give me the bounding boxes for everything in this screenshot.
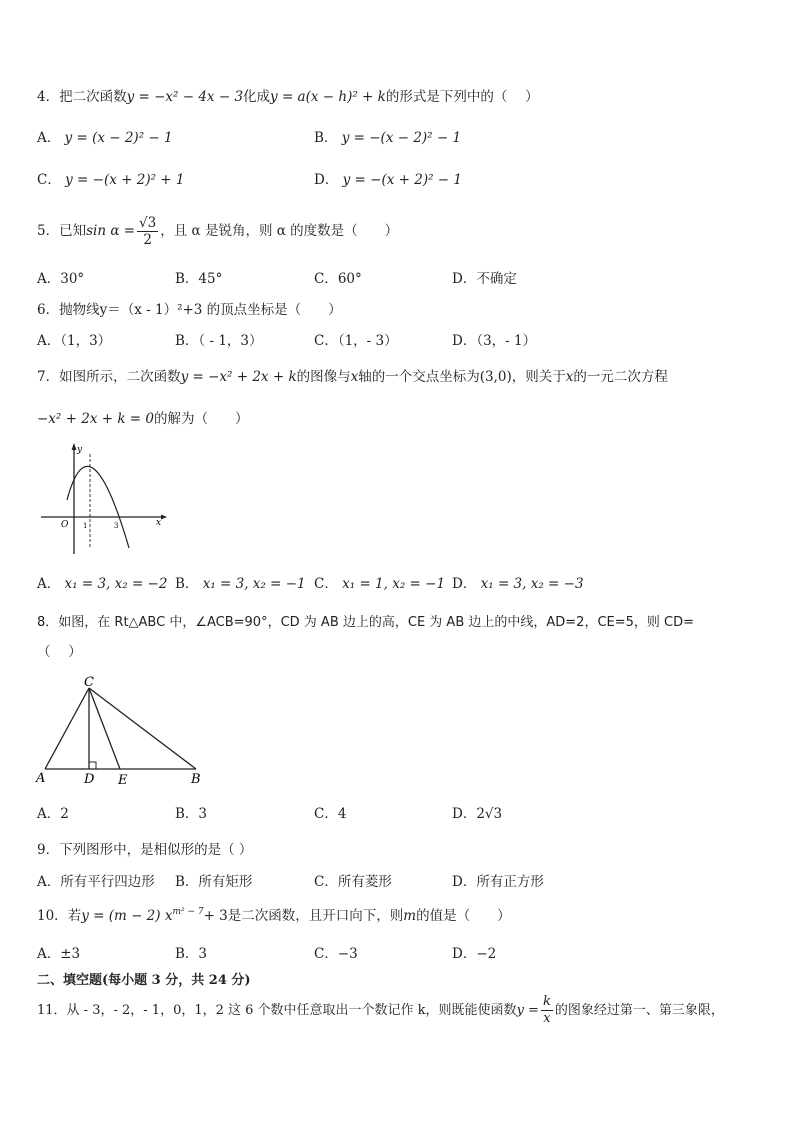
q4-option-d[interactable] <box>314 171 462 189</box>
q7-var-x: x <box>350 369 359 385</box>
q8-option-b[interactable] <box>175 805 207 823</box>
fraction-numerator: k <box>542 994 551 1009</box>
q10-option-b[interactable] <box>175 945 207 963</box>
q4-text-2: 化成 <box>243 89 271 105</box>
q5-option-a[interactable] <box>37 270 84 288</box>
segment-ac <box>45 688 89 769</box>
q11-text-1: 从 - 3，- 2，- 1，0，1，2 这 6 个数中任意取出一个数记作 k，则既能使函数 <box>66 1003 517 1018</box>
q7-option-d[interactable] <box>452 575 584 593</box>
option-expression: y = −(x + 2)² − 1 <box>342 172 462 188</box>
q9-option-c[interactable] <box>314 873 392 891</box>
q6-option-b[interactable] <box>175 332 263 350</box>
option-label: C． <box>314 271 338 287</box>
q7-parabola-graph <box>37 440 172 560</box>
option-label: C． <box>314 576 338 592</box>
option-text: 2 <box>60 806 69 822</box>
q7-stem-line-1 <box>37 368 668 386</box>
q7-text-2: 的图像与 <box>296 369 351 385</box>
option-expression: y = −(x − 2)² − 1 <box>341 130 462 146</box>
origin-label: O <box>61 520 69 530</box>
q7-equation: −x² + 2x + k = 0 <box>37 411 154 427</box>
q6-text: 抛物线y＝（x - 1）²+3 的顶点坐标是（ ） <box>59 302 342 318</box>
option-label: B． <box>175 333 199 349</box>
option-label: C． <box>37 172 61 188</box>
q4-function: y = −x² − 4x − 3 <box>126 89 244 105</box>
option-text: 所有平行四边形 <box>60 874 155 890</box>
q7-option-a[interactable] <box>37 575 167 593</box>
q7-text-1: 如图所示，二次函数 <box>59 369 181 385</box>
q11-text-2: 的图象经过第一、第三象限， <box>554 1003 724 1018</box>
option-label: C． <box>314 333 338 349</box>
q8-option-d[interactable] <box>452 805 502 823</box>
q4-text-1: 把二次函数 <box>59 89 127 105</box>
option-label: A． <box>37 333 61 349</box>
q10-function-base: y = (m − 2) x <box>81 908 173 924</box>
q5-option-b[interactable] <box>175 270 222 288</box>
label-b: B <box>191 772 201 787</box>
option-label: D． <box>452 333 477 349</box>
q9-stem <box>37 841 252 859</box>
fraction-numerator: √3 <box>139 215 157 231</box>
option-text: 3 <box>198 806 208 822</box>
q5-option-c[interactable] <box>314 270 362 288</box>
option-label: C． <box>314 946 338 962</box>
q5-fraction <box>137 215 158 248</box>
q10-option-a[interactable] <box>37 945 80 963</box>
option-label: D． <box>452 576 477 592</box>
option-label: C． <box>314 806 338 822</box>
option-text: 所有菱形 <box>337 874 392 890</box>
option-text: 所有矩形 <box>198 874 253 890</box>
q10-number: 10． <box>37 908 68 924</box>
q6-number: 6． <box>37 302 60 318</box>
q4-vertex-form: y = a(x − h)² + k <box>270 89 386 105</box>
section-2-title: 二、填空题(每小题 3 分，共 24 分) <box>37 973 251 988</box>
option-expression: x₁ = 3, x₂ = −2 <box>64 576 168 592</box>
q9-option-b[interactable] <box>175 873 252 891</box>
label-d: D <box>84 772 95 787</box>
q6-option-c[interactable] <box>314 332 398 350</box>
q7-option-c[interactable] <box>314 575 445 593</box>
q4-option-b[interactable] <box>314 129 461 147</box>
q7-text-7: 的一元二次方程 <box>573 369 668 385</box>
q11-number: 11． <box>37 1003 67 1018</box>
option-label: A． <box>37 946 61 962</box>
option-text: −2 <box>476 946 497 962</box>
option-text: 2√3 <box>476 806 503 822</box>
q4-number: 4． <box>37 89 60 105</box>
q7-function: y = −x² + 2x + k <box>180 369 297 385</box>
tick-label-3: 3 <box>114 522 119 530</box>
option-label: B． <box>175 806 199 822</box>
option-text: （3，- 1） <box>476 333 537 349</box>
q7-text-5: ，则关于 <box>511 369 566 385</box>
option-label: D． <box>452 271 477 287</box>
q11-stem <box>37 994 724 1028</box>
q11-fraction <box>541 994 553 1027</box>
q10-stem <box>37 907 511 925</box>
option-label: B． <box>175 874 199 890</box>
option-label: B． <box>314 130 338 146</box>
option-label: D． <box>452 806 477 822</box>
option-label: B． <box>175 271 199 287</box>
q10-text-3: 的值是（ ） <box>416 908 511 924</box>
q10-option-d[interactable] <box>452 945 496 963</box>
option-label: A． <box>37 130 61 146</box>
q10-option-c[interactable] <box>314 945 358 963</box>
q8-stem <box>37 614 694 632</box>
option-text: （ - 1，3） <box>198 333 263 349</box>
option-expression: y = −(x + 2)² + 1 <box>65 172 185 188</box>
y-axis-label: y <box>77 445 83 455</box>
parabola-curve <box>67 466 129 548</box>
q8-triangle-figure <box>32 674 212 789</box>
q5-number: 5． <box>37 223 60 239</box>
option-text: （1，3） <box>60 333 112 349</box>
option-expression: x₁ = 3, x₂ = −3 <box>480 576 584 592</box>
q8-number: 8． <box>37 615 59 630</box>
option-text: ±3 <box>60 946 81 962</box>
q10-function-tail: + 3 <box>203 908 228 924</box>
option-expression: x₁ = 1, x₂ = −1 <box>342 576 446 592</box>
q6-option-d[interactable] <box>452 332 536 350</box>
option-expression: y = (x − 2)² − 1 <box>64 130 173 146</box>
q5-text-1: 已知 <box>59 223 87 239</box>
q9-option-d[interactable] <box>452 873 544 891</box>
option-label: D． <box>452 874 477 890</box>
option-label: A． <box>37 576 61 592</box>
q8-paren: （ ） <box>37 644 82 660</box>
option-text: −3 <box>337 946 358 962</box>
q7-point: (3,0) <box>479 369 512 385</box>
option-text: 30° <box>60 271 85 287</box>
option-label: D． <box>314 172 339 188</box>
option-label: A． <box>37 271 61 287</box>
q4-option-a[interactable] <box>37 129 173 147</box>
tick-label-1: 1 <box>83 522 88 530</box>
q8-option-a[interactable] <box>37 805 69 823</box>
q9-text: 下列图形中，是相似形的是（ ） <box>59 842 253 858</box>
option-label: B． <box>175 946 199 962</box>
x-axis-arrow <box>161 515 167 520</box>
q7-option-b[interactable] <box>175 575 306 593</box>
q7-number: 7． <box>37 369 60 385</box>
q4-stem <box>37 88 539 106</box>
q6-stem <box>37 301 342 319</box>
fraction-denominator: 2 <box>143 232 152 248</box>
q9-option-a[interactable] <box>37 873 155 891</box>
q7-text-4: 轴的一个交点坐标为 <box>358 369 480 385</box>
option-text: （1，- 3） <box>337 333 398 349</box>
fraction-denominator: x <box>543 1011 551 1026</box>
q4-text-3: 的形式是下列中的（ ） <box>385 89 539 105</box>
q4-option-c[interactable] <box>37 171 185 189</box>
right-angle-mark <box>89 762 96 769</box>
q8-option-c[interactable] <box>314 805 346 823</box>
option-label: C． <box>314 874 338 890</box>
option-label: B． <box>175 576 199 592</box>
label-a: A <box>36 771 46 786</box>
q5-stem <box>37 214 398 248</box>
q6-option-a[interactable] <box>37 332 111 350</box>
label-c: C <box>84 675 94 690</box>
q10-text-2: 是二次函数，且开口向下，则 <box>227 908 404 924</box>
option-text: 不确定 <box>476 271 517 287</box>
option-text: 45° <box>198 271 223 287</box>
option-text: 4 <box>337 806 347 822</box>
q5-lhs: sin α = <box>86 223 136 239</box>
q11-lhs: y = <box>516 1003 539 1018</box>
q5-text-2: ，且 α 是锐角，则 α 的度数是（ ） <box>160 223 399 239</box>
option-text: 60° <box>337 271 362 287</box>
y-axis-arrow <box>72 443 77 450</box>
x-axis-label: x <box>156 518 162 528</box>
q8-text: 如图，在 Rt△ABC 中，∠ACB=90°，CD 为 AB 边上的高，CE 为 AB 边上的中线，AD=2，CE=5，则 CD= <box>58 615 695 630</box>
option-label: A． <box>37 874 61 890</box>
option-label: D． <box>452 946 477 962</box>
option-expression: x₁ = 3, x₂ = −1 <box>202 576 306 592</box>
q5-option-d[interactable] <box>452 270 517 288</box>
q10-var-m: m <box>403 908 417 924</box>
label-e: E <box>118 773 128 788</box>
option-text: 所有正方形 <box>476 874 544 890</box>
option-text: 3 <box>198 946 208 962</box>
q7-var-x-2: x <box>565 369 574 385</box>
option-label: A． <box>37 806 61 822</box>
q7-text-8: 的解为（ ） <box>154 411 249 427</box>
q9-number: 9． <box>37 842 60 858</box>
q10-exponent: m² − 7 <box>172 907 204 917</box>
q7-stem-line-2 <box>37 410 249 428</box>
q10-text-1: 若 <box>67 908 82 924</box>
